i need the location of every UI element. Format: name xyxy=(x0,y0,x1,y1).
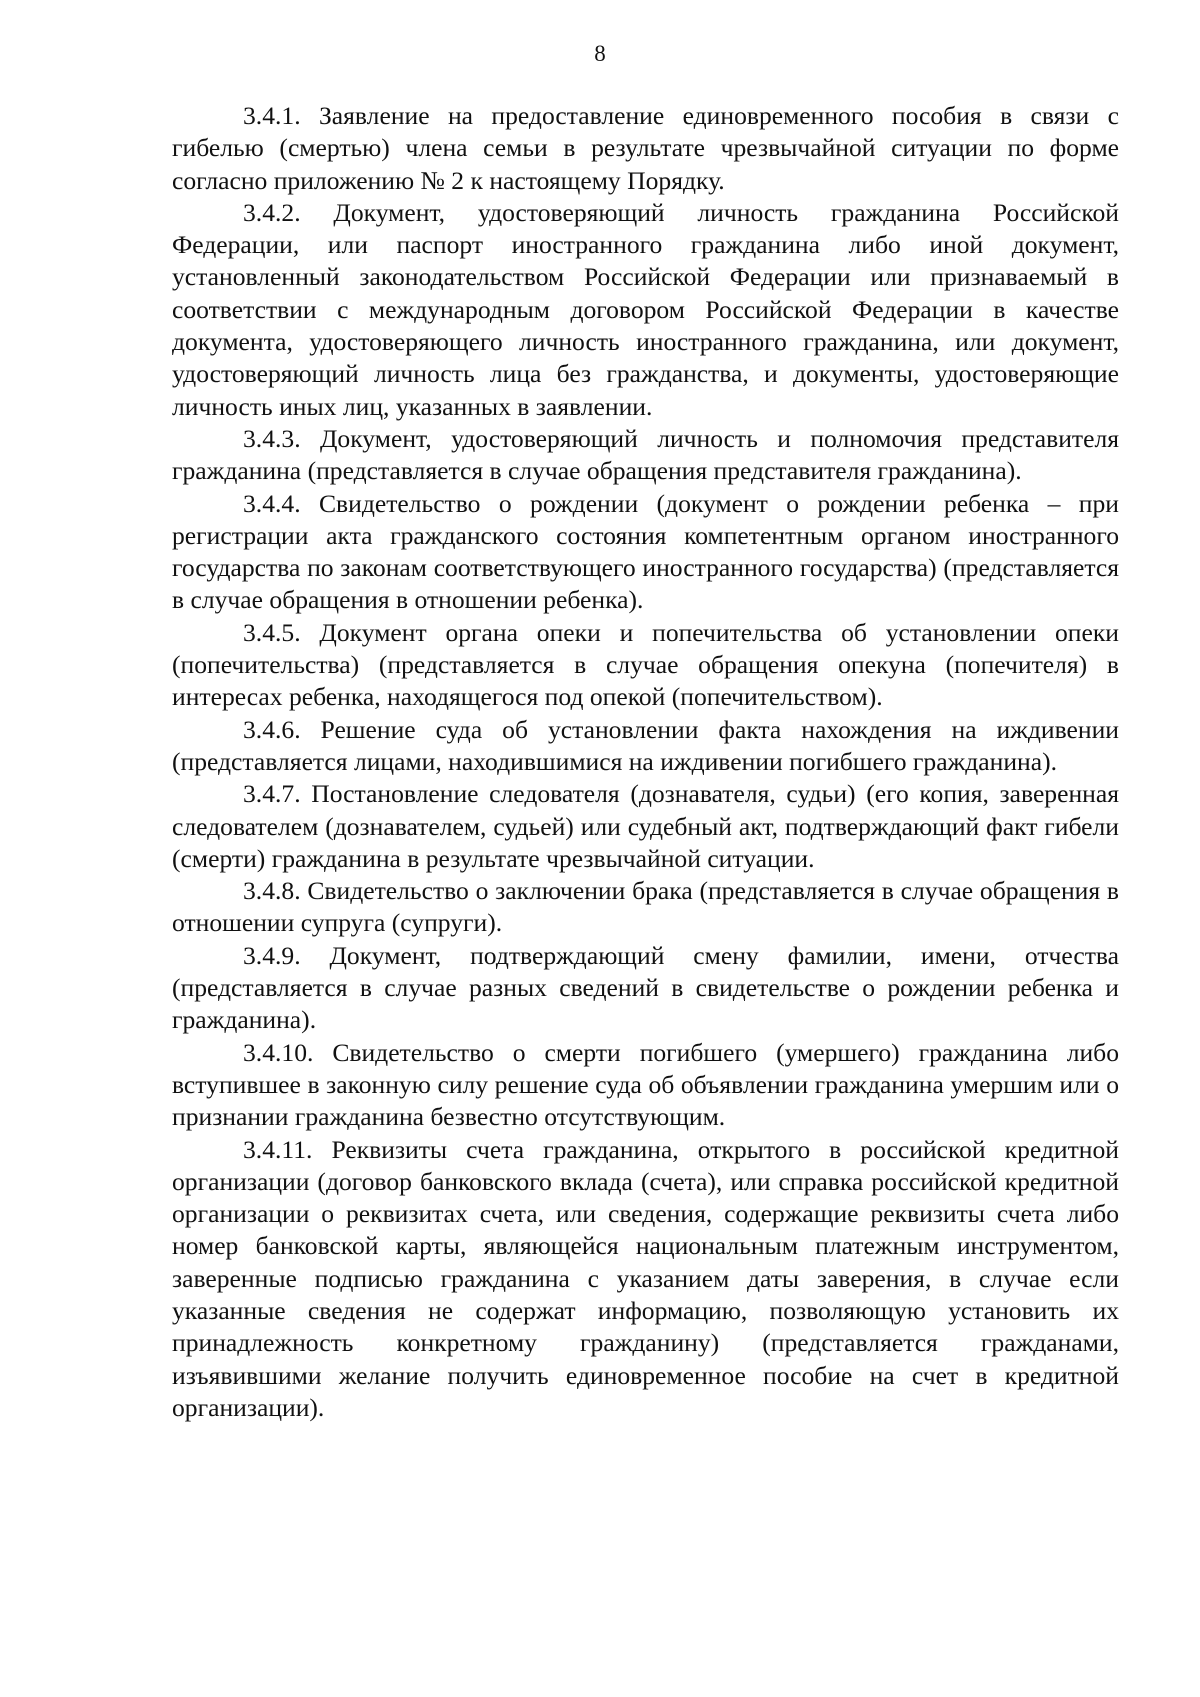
paragraph-3-4-4: 3.4.4. Свидетельство о рождении (документ о рождении ребенка – при регистрации акта гражданского состояния компетентным органом иностранного государства по законам соответствующего иностранного государства) (представляется в случае обращения в отношении ребенка). xyxy=(172,488,1119,615)
paragraph-3-4-2: 3.4.2. Документ, удостоверяющий личность гражданина Российской Федерации, или паспорт иностранного гражданина либо иной документ, установленный законодательством Российской Федерации или признаваемый в соответствии с международным договором Российской Федерации в качестве документа, удостоверяющего личность иностранного гражданина, или документ, удостоверяющий личность лица без гражданства, и документы, удостоверяющие личность иных лиц, указанных в заявлении. xyxy=(172,197,1119,421)
paragraph-3-4-3: 3.4.3. Документ, удостоверяющий личность и полномочия представителя гражданина (представляется в случае обращения представителя гражданина). xyxy=(172,423,1119,486)
page-number: 8 xyxy=(594,41,606,66)
paragraph-3-4-10: 3.4.10. Свидетельство о смерти погибшего (умершего) гражданина либо вступившее в законную силу решение суда об объявлении гражданина умершим или о признании гражданина безвестно отсутствующим. xyxy=(172,1037,1119,1132)
paragraph-3-4-1: 3.4.1. Заявление на предоставление единовременного пособия в связи с гибелью (смертью) члена семьи в результате чрезвычайной ситуации по форме согласно приложению № 2 к настоящему Порядку. xyxy=(172,101,1119,195)
document-body xyxy=(172,100,1119,1424)
paragraph-3-4-11: 3.4.11. Реквизиты счета гражданина, открытого в российской кредитной организации (договор банковского вклада (счета), или справка российской кредитной организации о реквизитах счета, или сведения, содержащие реквизиты счета либо номер банковской карты, являющейся национальным платежным инструментом, заверенные подписью гражданина с указанием даты заверения, в случае если указанные сведения не содержат информацию, позволяющую установить их принадлежность конкретному гражданину) (представляется гражданами, изъявившими желание получить единовременное пособие на счет в кредитной организации). xyxy=(172,1134,1119,1422)
paragraph-3-4-7: 3.4.7. Постановление следователя (дознавателя, судьи) (его копия, заверенная следователем (дознавателем, судьей) или судебный акт, подтверждающий факт гибели (смерти) гражданина в результате чрезвычайной ситуации. xyxy=(172,779,1119,873)
paragraph-3-4-8: 3.4.8. Свидетельство о заключении брака (представляется в случае обращения в отношении супруга (супруги). xyxy=(172,876,1119,938)
paragraph-3-4-6: 3.4.6. Решение суда об установлении факта нахождения на иждивении (представляется лицами, находившимися на иждивении погибшего гражданина). xyxy=(172,714,1119,776)
paragraph-3-4-5: 3.4.5. Документ органа опеки и попечительства об установлении опеки (попечительства) (представляется в случае обращения опекуна (попечителя) в интересах ребенка, находящегося под опекой (попечительством). xyxy=(172,617,1119,712)
paragraph-3-4-9: 3.4.9. Документ, подтверждающий смену фамилии, имени, отчества (представляется в случае разных сведений в свидетельстве о рождении ребенка и гражданина). xyxy=(172,940,1119,1035)
